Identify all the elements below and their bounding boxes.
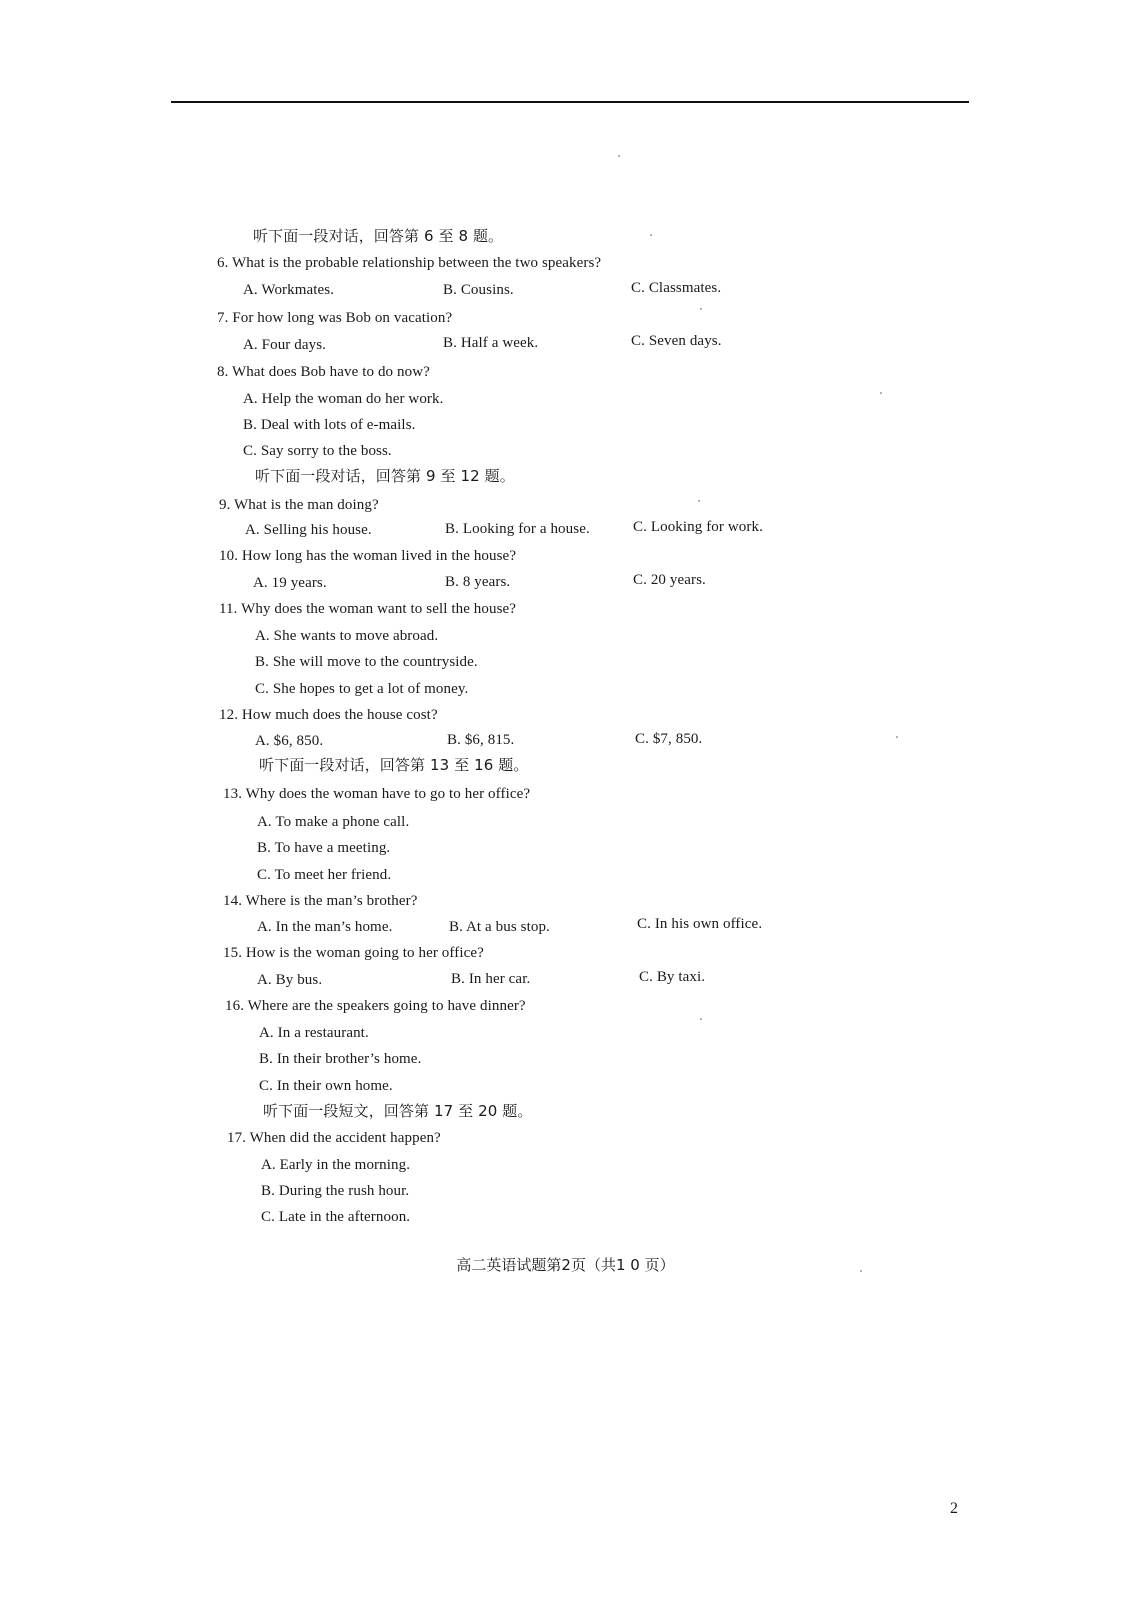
question-number: 11.: [219, 601, 238, 617]
question-number: 15.: [223, 945, 243, 961]
question-number: 13.: [223, 786, 243, 802]
option-b: B. At a bus stop.: [449, 919, 550, 935]
question-11: [219, 599, 516, 619]
question-stem: Where is the man’s brother?: [245, 893, 418, 909]
question-number: 9.: [219, 497, 231, 513]
question-stem: How much does the house cost?: [241, 707, 438, 723]
question-13: [223, 784, 530, 804]
question-10: [219, 546, 516, 566]
option-a: A. Help the woman do her work.: [243, 391, 444, 407]
question-stem: How long has the woman lived in the house?: [241, 548, 517, 564]
option-c: C. Say sorry to the boss.: [243, 443, 392, 459]
option-a: A. Four days.: [243, 337, 326, 353]
option-c: C. Late in the afternoon.: [261, 1209, 411, 1225]
option-b: B. 8 years.: [445, 574, 511, 590]
option-b: B. Looking for a house.: [445, 521, 590, 537]
option-b: B. Cousins.: [443, 282, 514, 298]
question-12: [219, 705, 438, 725]
option-c: C. Looking for work.: [633, 519, 763, 535]
question-6: [217, 253, 601, 273]
section-instruction: 听下面一段对话，回答第 6 至 8 题。: [253, 227, 504, 245]
question-16: [225, 996, 526, 1016]
option-c: C. In his own office.: [637, 916, 763, 932]
option-c: C. In their own home.: [259, 1078, 393, 1094]
question-9: [219, 495, 379, 515]
option-c: C. By taxi.: [639, 969, 706, 985]
question-14: [223, 891, 417, 911]
question-8: [217, 362, 430, 382]
option-b: B. To have a meeting.: [257, 840, 391, 856]
section-instruction: 听下面一段对话，回答第 9 至 12 题。: [255, 467, 515, 485]
scan-speck: [650, 234, 652, 236]
option-a: A. 19 years.: [253, 575, 327, 591]
question-stem: Why does the woman want to sell the house?: [241, 601, 517, 617]
option-a: A. Workmates.: [243, 282, 335, 298]
question-stem: What does Bob have to do now?: [232, 364, 430, 380]
scan-speck: [618, 155, 620, 157]
option-c: C. To meet her friend.: [257, 867, 392, 883]
option-c: C. 20 years.: [633, 572, 706, 588]
option-b: B. Deal with lots of e-mails.: [243, 417, 416, 433]
scan-speck: [700, 1018, 702, 1020]
question-number: 12.: [219, 707, 239, 723]
question-stem: How is the woman going to her office?: [245, 945, 484, 961]
option-b: B. In their brother’s home.: [259, 1051, 422, 1067]
option-c: C. $7, 850.: [635, 731, 703, 747]
option-a: A. To make a phone call.: [257, 814, 410, 830]
section-instruction: 听下面一段对话，回答第 13 至 16 题。: [259, 756, 529, 774]
question-17: [227, 1128, 441, 1148]
question-stem: Why does the woman have to go to her office?: [245, 786, 531, 802]
scan-speck: [698, 500, 700, 502]
question-stem: When did the accident happen?: [249, 1130, 441, 1146]
option-b: B. $6, 815.: [447, 732, 515, 748]
question-7: [217, 308, 452, 328]
page-footer: 高二英语试题第2页（共1 0 页）: [456, 1256, 675, 1274]
scan-speck: [880, 392, 882, 394]
option-c: C. Classmates.: [631, 280, 722, 296]
question-number: 6.: [217, 255, 229, 271]
option-b: B. In her car.: [451, 971, 531, 987]
option-a: A. In the man’s home.: [257, 919, 393, 935]
option-a: A. Early in the morning.: [261, 1157, 411, 1173]
question-number: 7.: [217, 310, 229, 326]
question-number: 8.: [217, 364, 229, 380]
question-number: 16.: [225, 998, 245, 1014]
question-stem: What is the man doing?: [234, 497, 379, 513]
option-a: A. By bus.: [257, 972, 323, 988]
option-c: C. Seven days.: [631, 333, 722, 349]
option-a: A. She wants to move abroad.: [255, 628, 439, 644]
section-instruction: 听下面一段短文，回答第 17 至 20 题。: [263, 1102, 533, 1120]
option-b: B. She will move to the countryside.: [255, 654, 478, 670]
option-a: A. Selling his house.: [245, 522, 372, 538]
question-stem: Where are the speakers going to have dinner?: [247, 998, 526, 1014]
scan-speck: [860, 1270, 862, 1272]
question-stem: For how long was Bob on vacation?: [232, 310, 453, 326]
question-number: 10.: [219, 548, 239, 564]
option-b: B. Half a week.: [443, 335, 539, 351]
option-a: A. In a restaurant.: [259, 1025, 369, 1041]
scan-speck: [896, 736, 898, 738]
scan-speck: [700, 308, 702, 310]
option-c: C. She hopes to get a lot of money.: [255, 681, 469, 697]
question-15: [223, 943, 484, 963]
question-number: 14.: [223, 893, 243, 909]
page-number: 2: [950, 1500, 958, 1517]
question-number: 17.: [227, 1130, 247, 1146]
option-b: B. During the rush hour.: [261, 1183, 410, 1199]
question-stem: What is the probable relationship between the two speakers?: [232, 255, 602, 271]
option-a: A. $6, 850.: [255, 733, 324, 749]
